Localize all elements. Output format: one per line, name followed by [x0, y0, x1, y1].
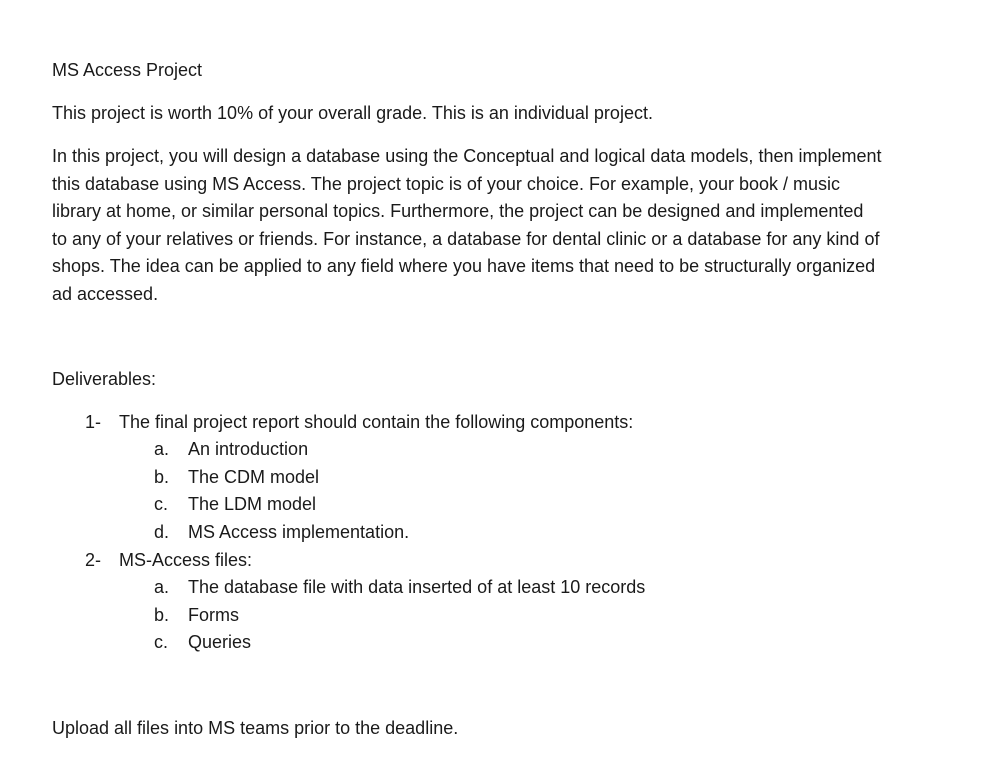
list-marker: 2- [85, 550, 102, 570]
sublist-item: MS Access implementation. [188, 522, 410, 542]
list-item: The final project report should contain the following components: [119, 412, 634, 432]
description-line: shops. The idea can be applied to any field where you have items that need to be structurally organized [52, 256, 876, 276]
sublist-marker: a. [154, 577, 170, 597]
description-line: this database using MS Access. The project topic is of your choice. For example, your book / music [52, 173, 841, 194]
sublist-marker: b. [154, 605, 170, 625]
intro-paragraph: This project is worth 10% of your overall grade. This is an individual project. [52, 103, 653, 123]
description-line: to any of your relatives or friends. For instance, a database for dental clinic or a database for any kind of [52, 228, 880, 249]
list-item: MS-Access files: [119, 550, 253, 570]
sublist-marker: c. [154, 494, 169, 514]
closing-paragraph: Upload all files into MS teams prior to the deadline. [52, 718, 459, 738]
sublist-item: The CDM model [188, 467, 320, 487]
sublist-item: An introduction [188, 439, 309, 459]
sublist-marker: b. [154, 467, 170, 487]
description-line: library at home, or similar personal topics. Furthermore, the project can be designed and implemented [52, 201, 864, 221]
sublist-item: Queries [188, 632, 252, 652]
deliverables-heading: Deliverables: [52, 369, 157, 389]
sublist-item: The LDM model [188, 494, 317, 514]
sublist-marker: a. [154, 439, 170, 459]
sublist-marker: c. [154, 632, 169, 652]
document-title: MS Access Project [52, 60, 203, 80]
sublist-marker: d. [154, 522, 170, 542]
description-line: In this project, you will design a database using the Conceptual and logical data models, then implement [52, 146, 882, 166]
description-line: ad accessed. [52, 283, 159, 304]
sublist-item: The database file with data inserted of at least 10 records [188, 577, 646, 597]
list-marker: 1- [85, 412, 102, 432]
sublist-item: Forms [188, 605, 239, 625]
description-paragraph [52, 143, 952, 308]
